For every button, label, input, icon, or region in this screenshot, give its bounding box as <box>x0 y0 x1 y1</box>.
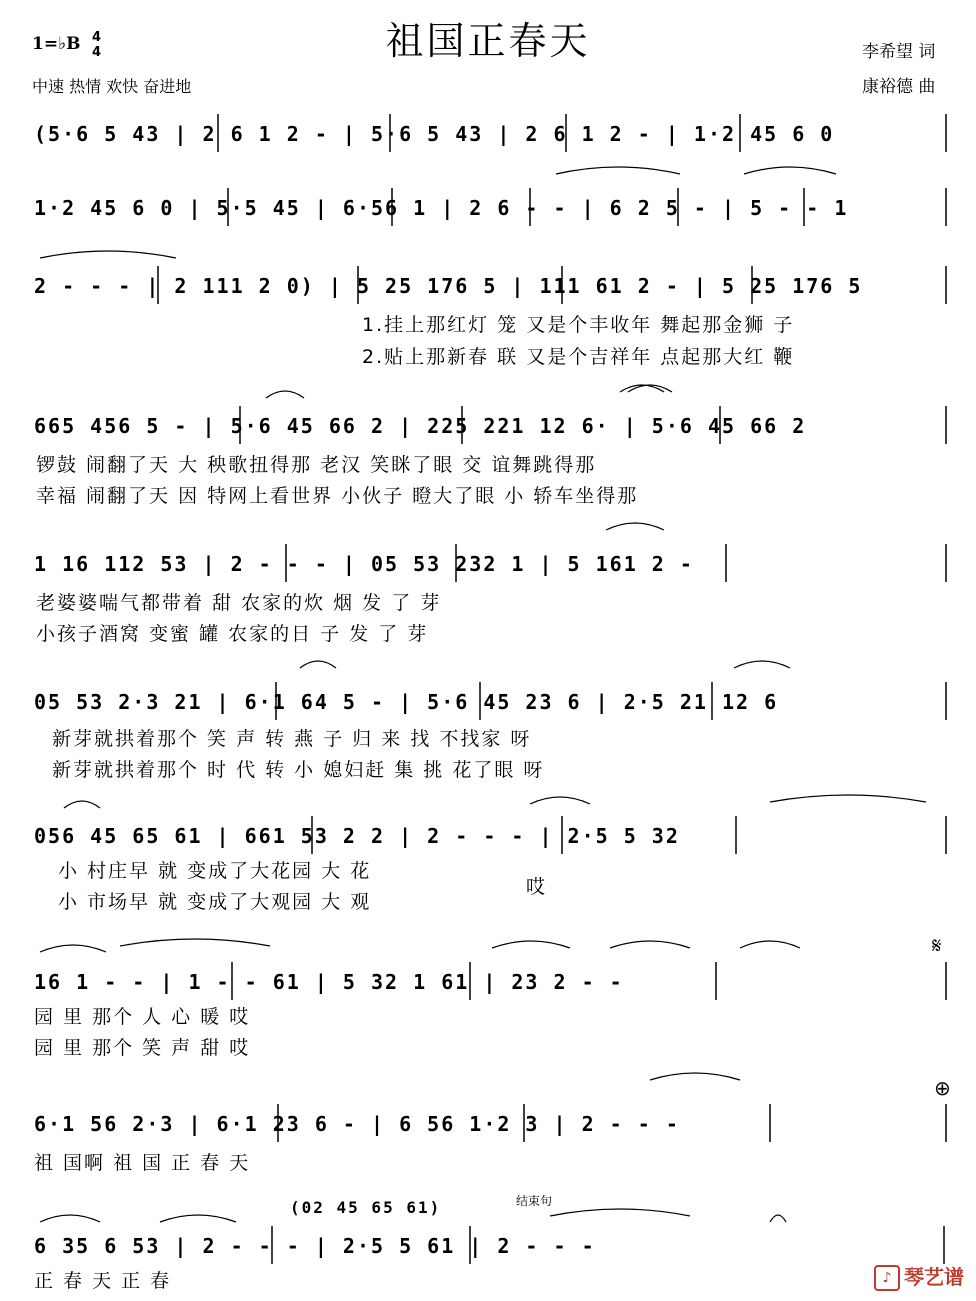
ending-label: 结束句 <box>516 1194 553 1208</box>
slur <box>530 797 590 804</box>
slur <box>744 167 836 174</box>
lyrics-system-8-verse-1: 园 里 那个 人 心 暖 哎 <box>34 1006 251 1028</box>
song-title: 祖国正春天 <box>385 19 591 63</box>
slur <box>770 795 926 802</box>
lyrics-system-7-verse-1: 小 村庄早 就 变成了大花园 大 花 <box>58 860 372 882</box>
piano-logo-icon: ♪ <box>874 1265 900 1291</box>
segno-sign: 𝄋 <box>932 934 942 959</box>
notes-system-10: 6 35 6 53 | 2 - - - | 2·5 5 61 | 2 - - - <box>34 1234 596 1258</box>
time-signature-top: 4 <box>92 30 102 45</box>
slur <box>120 939 270 946</box>
notes-system-10-upper: (02 45 65 61) <box>290 1198 442 1217</box>
composer-credit: 康裕德 曲 <box>862 77 936 97</box>
lyrics-system-7-verse-2: 小 市场早 就 变成了大观园 大 观 <box>58 891 372 913</box>
slur <box>556 167 680 174</box>
slur <box>64 801 100 808</box>
lyrics-system-3-verse-1: 1.挂上那红灯 笼 又是个丰收年 舞起那金狮 子 <box>362 314 795 336</box>
slur <box>40 1215 100 1222</box>
coda-sign: ⊕ <box>934 1076 951 1100</box>
lyrics-system-8-verse-2: 园 里 那个 笑 声 甜 哎 <box>34 1037 251 1059</box>
key-signature: 1=♭B <box>32 34 81 54</box>
lyricist-credit: 李希望 词 <box>862 42 936 62</box>
slur <box>40 251 176 258</box>
lyrics-system-10-verse-1: 正 春 天 正 春 <box>34 1270 172 1292</box>
slur <box>40 945 106 952</box>
slur <box>610 941 690 948</box>
notes-system-8: 16 1 - - | 1 - - 61 | 5 32 1 61 | 23 2 - - <box>34 970 624 994</box>
slur <box>266 391 304 398</box>
slur <box>606 523 664 530</box>
slur <box>740 941 800 948</box>
slur <box>492 941 570 948</box>
watermark-logo <box>874 1261 964 1292</box>
notes-system-4: 665 456 5 - | 5·6 45 66 2 | 225 221 12 6· | 5·6 45 66 2 <box>34 414 807 438</box>
notes-system-3: 2 - - - | 2 111 2 0) | 5 25 176 5 | 111 61 2 - | 5 25 176 5 <box>34 274 863 298</box>
lyrics-system-9-verse-1: 祖 国啊 祖 国 正 春 天 <box>34 1152 251 1174</box>
slur <box>550 1209 690 1216</box>
tempo-marking: 中速 热情 欢快 奋进地 <box>32 77 192 96</box>
lyrics-system-5-verse-2: 小孩子酒窝 变蜜 罐 农家的日 子 发 了 芽 <box>36 623 429 645</box>
lyrics-system-6-verse-1: 新芽就拱着那个 笑 声 转 燕 子 归 来 找 不找家 呀 <box>52 728 532 750</box>
slur <box>160 1215 236 1222</box>
notes-system-7: 056 45 65 61 | 661 53 2 2 | 2 - - - | 2·5 5 32 <box>34 824 680 848</box>
interjection-ai: 哎 <box>526 876 548 898</box>
time-signature-bottom: 4 <box>92 45 102 60</box>
notes-system-1: (5·6 5 43 | 2 6 1 2 - | 5·6 5 43 | 2 6 1 2 - | 1·2 45 6 0 <box>34 122 835 146</box>
notes-system-5: 1 16 112 53 | 2 - - - | 05 53 232 1 | 5 161 2 - <box>34 552 694 576</box>
slur <box>300 661 336 668</box>
watermark-text: 琴艺谱 <box>904 1264 964 1289</box>
slur <box>770 1215 786 1222</box>
lyrics-system-5-verse-1: 老婆婆喘气都带着 甜 农家的炊 烟 发 了 芽 <box>36 592 442 614</box>
slur <box>734 661 790 668</box>
lyrics-system-3-verse-2: 2.贴上那新春 联 又是个吉祥年 点起那大红 鞭 <box>362 346 795 368</box>
lyrics-system-4-verse-2: 幸福 闹翻了天 因 特网上看世界 小伙子 瞪大了眼 小 轿车坐得那 <box>36 485 639 507</box>
notes-system-9: 6·1 56 2·3 | 6·1 23 6 - | 6 56 1·2 3 | 2 - - - <box>34 1112 680 1136</box>
slur <box>650 1073 740 1080</box>
lyrics-system-4-verse-1: 锣鼓 闹翻了天 大 秧歌扭得那 老汉 笑眯了眼 交 谊舞跳得那 <box>36 454 597 476</box>
notes-system-6: 05 53 2·3 21 | 6·1 64 5 - | 5·6 45 23 6 | 2·5 21 12 6 <box>34 690 779 714</box>
notes-system-2: 1·2 45 6 0 | 5·5 45 | 6·56 1 | 2 6 - - | 6 2 5 - | 5 - - 1 <box>34 196 849 220</box>
lyrics-system-6-verse-2: 新芽就拱着那个 时 代 转 小 媳妇赶 集 挑 花了眼 呀 <box>52 759 545 781</box>
